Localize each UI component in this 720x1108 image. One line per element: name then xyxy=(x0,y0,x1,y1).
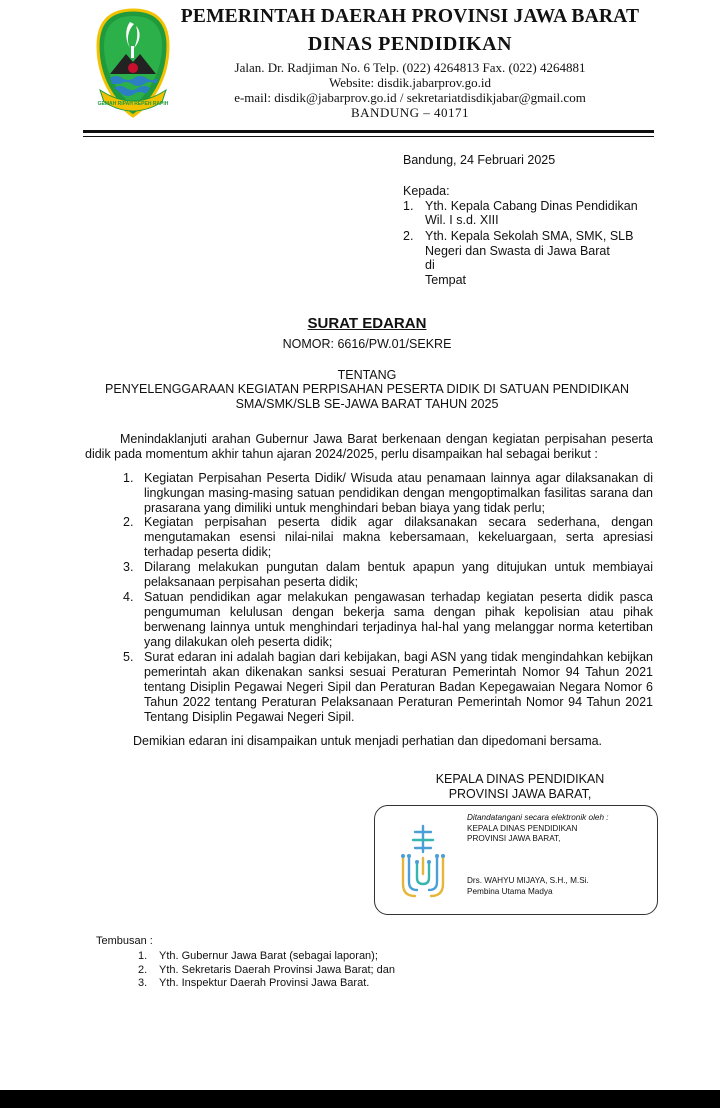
letter-number: NOMOR: 6616/PW.01/SEKRE xyxy=(282,337,452,351)
bottom-edge-bar xyxy=(0,1090,720,1108)
list-item-text: Kegiatan Perpisahan Peserta Didik/ Wisuda atau penamaan lainnya agar dilaksanakan di lingkungan masing-masing satuan pendidikan dengan mengoptimalkan fasilitas sarana dan prasarana yang dimiliki untuk menghindari beban biaya yang tidak perlu; xyxy=(144,471,653,515)
agency-email: e-mail: disdik@jabarprov.go.id / sekretariatdisdikjabar@gmail.com xyxy=(234,90,586,105)
list-item-text: Dilarang melakukan pungutan dalam bentuk apapun yang ditujukan untuk membiayai pelaksanaan perpisahan peserta didik; xyxy=(144,560,653,589)
letter-title: SURAT EDARAN xyxy=(307,315,427,332)
signatory-title: KEPALA DINAS PENDIDIKAN xyxy=(435,772,605,786)
recipient-line: Yth. Kepala Cabang Dinas Pendidikan xyxy=(425,199,638,213)
intro-paragraph: Menindaklanjuti arahan Gubernur Jawa Barat berkenaan dengan kegiatan perpisahan peserta didik pada momentum akhir tahun ajaran 2024/2025, perlu disampaikan hal sebagai berikut : xyxy=(85,432,653,461)
recipient-line: Wil. I s.d. XIII xyxy=(425,213,499,227)
agency-name: DINAS PENDIDIKAN xyxy=(307,33,513,55)
signatory-rank: Pembina Utama Madya xyxy=(467,887,553,896)
recipient-label: Kepada: xyxy=(403,184,450,198)
cc-number: 1. xyxy=(138,950,148,962)
list-item-text: Surat edaran ini adalah bagian dari kebijakan, bagi ASN yang tidak mengindahkan kebijkan pemerintah akan dikenakan sanksi sesuai Peraturan Pemerintah Nomor 94 Tahun 2021 tentang Disiplin Pegawai Negeri Sipil dan Peraturan Badan Kepegawaian Negara Nomor 6 Tahun 2022 tentang Peraturan Pelaksanaan Peraturan Pemerintah Nomor 94 Tahun 2021 Tentang Disiplin Pegawai Negeri Sipil. xyxy=(144,650,653,724)
electronic-signature-box xyxy=(374,805,658,915)
signatory-position: KEPALA DINAS PENDIDIKAN xyxy=(467,824,578,833)
carbon-copy-label: Tembusan : xyxy=(96,935,153,947)
signatory-title: PROVINSI JAWA BARAT, xyxy=(448,787,592,801)
cc-number: 3. xyxy=(138,977,148,989)
letterhead xyxy=(0,0,720,140)
e-signature-emblem-icon xyxy=(397,822,449,902)
cc-text: Yth. Sekretaris Daerah Provinsi Jawa Barat; dan xyxy=(159,964,396,976)
list-item-text: Kegiatan perpisahan peserta didik agar dilaksanakan secara sederhana, dengan mengutamakan esensi nilai-nilai makna kebersamaan, kekeluargaan, serta apresiasi terhadap peserta didik; xyxy=(144,515,653,559)
letter-date: Bandung, 24 Februari 2025 xyxy=(403,153,556,167)
letter-subject-line: SMA/SMK/SLB SE-JAWA BARAT TAHUN 2025 xyxy=(235,397,499,411)
e-sign-note: Ditandatangani secara elektronik oleh : xyxy=(467,813,609,822)
agency-address: Jalan. Dr. Radjiman No. 6 Telp. (022) 4264813 Fax. (022) 4264881 xyxy=(234,60,586,75)
list-item-text: Satuan pendidikan agar melakukan pengawasan terhadap kegiatan peserta didik pasca pengumuman kelulusan dengan bekerja sama dengan pihak kepolisian atau pihak berwenang lainnya untuk menghindari terjadinya hal-hal yang melanggar norma ketertiban yang dilakukan oleh peserta didik; xyxy=(144,590,653,649)
list-item-number: 1. xyxy=(123,471,134,485)
letter-about-label: TENTANG xyxy=(337,368,397,382)
cc-text: Yth. Gubernur Jawa Barat (sebagai laporan); xyxy=(159,950,378,962)
list-item-number: 4. xyxy=(123,590,134,604)
letter-closing: Demikian edaran ini disampaikan untuk menjadi perhatian dan dipedomani bersama. xyxy=(133,734,603,748)
logo-motto: GEMAH RIPAH REPEH RAPIH xyxy=(97,101,169,107)
list-item-number: 5. xyxy=(123,650,134,664)
cc-text: Yth. Inspektur Daerah Provinsi Jawa Barat. xyxy=(159,977,370,989)
letter-subject-line: PENYELENGGARAAN KEGIATAN PERPISAHAN PESERTA DIDIK DI SATUAN PENDIDIKAN xyxy=(105,382,629,396)
recipient-number: 2. xyxy=(403,229,414,243)
west-java-crest-logo xyxy=(96,8,170,118)
recipient-line: Yth. Kepala Sekolah SMA, SMK, SLB xyxy=(425,229,634,243)
recipient-line: Negeri dan Swasta di Jawa Barat xyxy=(425,244,610,258)
list-item-number: 2. xyxy=(123,515,134,529)
recipient-di: di xyxy=(425,258,435,272)
list-item-number: 3. xyxy=(123,560,134,574)
cc-number: 2. xyxy=(138,964,148,976)
signatory-name: Drs. WAHYU MIJAYA, S.H., M.Si. xyxy=(467,876,589,885)
agency-city: BANDUNG – 40171 xyxy=(351,105,469,120)
signatory-position: PROVINSI JAWA BARAT, xyxy=(467,834,561,843)
letter-intro xyxy=(85,432,653,461)
letterhead-rule-thin xyxy=(83,136,654,137)
recipient-place: Tempat xyxy=(425,273,466,287)
recipient-number: 1. xyxy=(403,199,414,213)
agency-website: Website: disdik.jabarprov.go.id xyxy=(328,75,492,90)
government-name: PEMERINTAH DAERAH PROVINSI JAWA BARAT xyxy=(180,6,640,27)
letterhead-rule-thick xyxy=(83,130,654,133)
